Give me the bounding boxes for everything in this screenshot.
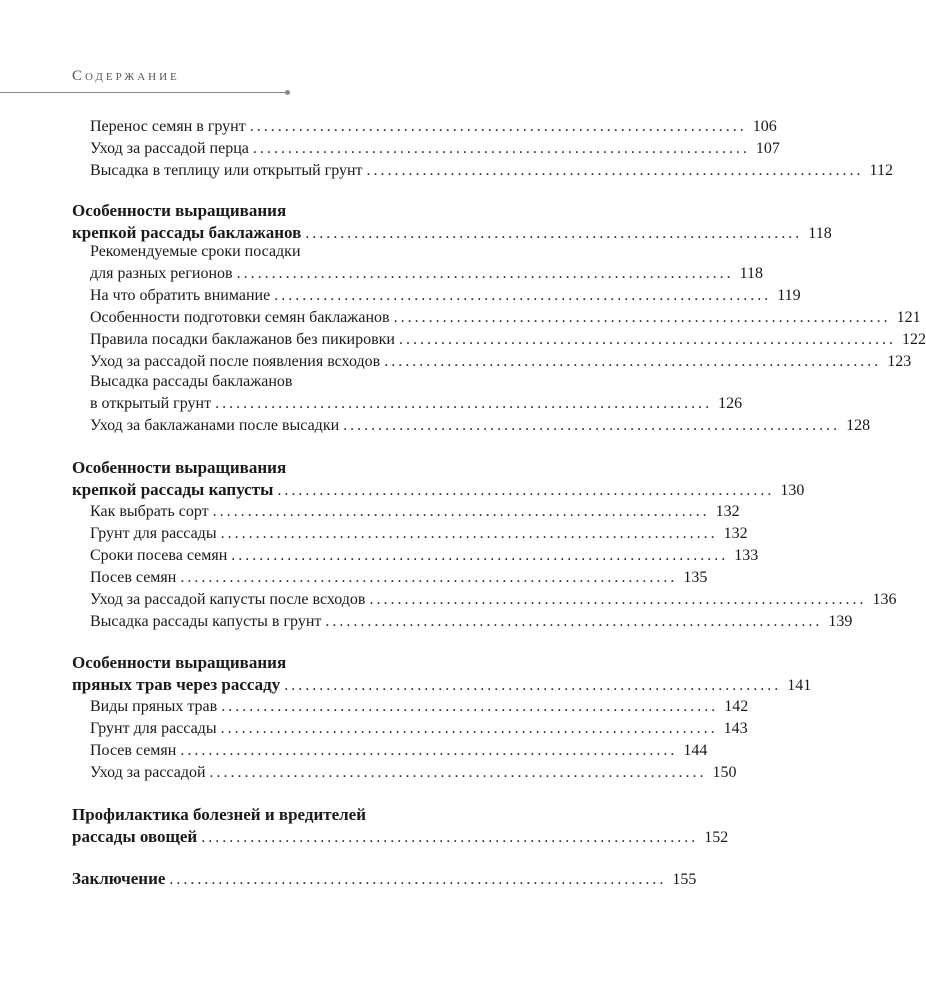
toc-entry-page: 119 xyxy=(777,287,801,304)
toc-entry-page: 118 xyxy=(739,265,763,282)
dot-leader: ....................................................................... xyxy=(212,503,710,520)
header-rule xyxy=(0,92,287,93)
toc-section xyxy=(72,674,812,696)
dot-leader: ....................................................................... xyxy=(249,118,747,135)
toc-entry-page: 107 xyxy=(755,140,780,157)
toc-entry-page: 106 xyxy=(752,118,777,135)
toc-section-page: 130 xyxy=(780,482,805,499)
toc-section-title-line1: Особенности выращивания xyxy=(72,653,287,672)
toc-entry-title: Сроки посева семян xyxy=(90,547,228,564)
toc-entry xyxy=(90,351,912,373)
running-head-title: Содержание xyxy=(72,68,180,84)
dot-leader: ....................................................................... xyxy=(220,525,718,542)
toc-entry xyxy=(90,415,871,437)
toc-entry xyxy=(90,611,853,633)
toc-entry-page: 128 xyxy=(846,417,871,434)
toc-section xyxy=(72,868,697,890)
toc-entry-title: Виды пряных трав xyxy=(90,698,218,715)
toc-entry-title: Грунт для рассады xyxy=(90,720,217,737)
dot-leader: ....................................................................... xyxy=(231,547,729,564)
toc-section-page: 118 xyxy=(808,225,832,242)
toc-entry-page: 139 xyxy=(828,613,853,630)
toc-entry-page: 121 xyxy=(896,309,921,326)
dot-leader: ....................................................................... xyxy=(277,482,775,499)
toc-entry xyxy=(90,762,737,784)
toc-section-title: Заключение xyxy=(72,869,166,888)
toc-entry-title: Уход за баклажанами после высадки xyxy=(90,417,340,434)
toc-entry xyxy=(90,523,748,545)
toc-entry-page: 112 xyxy=(869,162,893,179)
toc-entry-page: 122 xyxy=(901,331,926,348)
toc-entry-page: 143 xyxy=(723,720,748,737)
dot-leader: ....................................................................... xyxy=(384,353,882,370)
toc-entry-page: 142 xyxy=(724,698,749,715)
dot-leader: ....................................................................... xyxy=(305,225,803,242)
toc-section-title-line2: пряных трав через рассаду xyxy=(72,675,281,694)
toc-entry xyxy=(90,263,763,285)
toc-entry-title: Перенос семян в грунт xyxy=(90,118,246,135)
toc-entry-page: 150 xyxy=(712,764,737,781)
toc-entry-title: Грунт для рассады xyxy=(90,525,217,542)
toc-entry-title: Посев семян xyxy=(90,569,177,586)
toc-entry-page: 126 xyxy=(718,395,743,412)
toc-entry-page: 132 xyxy=(715,503,740,520)
toc-entry xyxy=(90,567,708,589)
dot-leader: ....................................................................... xyxy=(215,395,713,412)
dot-leader: ....................................................................... xyxy=(236,265,734,282)
dot-leader: ....................................................................... xyxy=(221,698,719,715)
toc-entry-title: Уход за рассадой после появления всходов xyxy=(90,353,381,370)
toc-entry-title: Правила посадки баклажанов без пикировки xyxy=(90,331,395,348)
dot-leader: ....................................................................... xyxy=(169,871,667,888)
toc-section-page: 141 xyxy=(787,677,812,694)
toc-entry-title: Как выбрать сорт xyxy=(90,503,209,520)
toc-section-title-line2: крепкой рассады баклажанов xyxy=(72,223,302,242)
dot-leader: ....................................................................... xyxy=(325,613,823,630)
toc-entry xyxy=(90,116,777,138)
toc-section-title-line2: крепкой рассады капусты xyxy=(72,480,274,499)
dot-leader: ....................................................................... xyxy=(366,162,864,179)
dot-leader: ....................................................................... xyxy=(274,287,772,304)
toc-entry-title: Посев семян xyxy=(90,742,177,759)
toc-entry-page: 136 xyxy=(872,591,897,608)
dot-leader: ....................................................................... xyxy=(220,720,718,737)
toc-entry xyxy=(90,545,759,567)
dot-leader: ....................................................................... xyxy=(201,829,699,846)
toc-section-title-line1: Особенности выращивания xyxy=(72,458,287,477)
toc-entry-title: Высадка рассады капусты в грунт xyxy=(90,613,322,630)
toc-entry-title: Уход за рассадой перца xyxy=(90,140,249,157)
toc-entry-title-line2: в открытый грунт xyxy=(90,395,212,412)
toc-entry xyxy=(90,501,740,523)
toc-section-title-line1: Особенности выращивания xyxy=(72,201,287,220)
dot-leader: ....................................................................... xyxy=(284,677,782,694)
toc-entry xyxy=(90,329,926,351)
toc-entry-title: Особенности подготовки семян баклажанов xyxy=(90,309,390,326)
toc-entry-page: 132 xyxy=(723,525,748,542)
toc-entry-title: Высадка в теплицу или открытый грунт xyxy=(90,162,363,179)
toc-entry-title: На что обратить внимание xyxy=(90,287,271,304)
toc-entry-title: Уход за рассадой xyxy=(90,764,206,781)
toc-entry xyxy=(90,307,921,329)
toc-entry-page: 135 xyxy=(683,569,708,586)
header-rule-dot xyxy=(285,90,290,95)
toc-entry xyxy=(90,393,743,415)
toc-entry-title-line2: для разных регионов xyxy=(90,265,233,282)
toc-entry xyxy=(90,138,780,160)
toc-entry-page: 123 xyxy=(887,353,912,370)
dot-leader: ....................................................................... xyxy=(180,742,678,759)
toc-entry-title: Уход за рассадой капусты после всходов xyxy=(90,591,366,608)
toc-entry xyxy=(90,160,893,182)
toc-entry xyxy=(90,589,897,611)
dot-leader: ....................................................................... xyxy=(393,309,891,326)
dot-leader: ....................................................................... xyxy=(343,417,841,434)
dot-leader: ....................................................................... xyxy=(252,140,750,157)
dot-leader: ....................................................................... xyxy=(180,569,678,586)
dot-leader: ....................................................................... xyxy=(369,591,867,608)
toc-entry xyxy=(90,718,748,740)
toc-section-title-line2: рассады овощей xyxy=(72,827,198,846)
toc-section-page: 152 xyxy=(704,829,729,846)
dot-leader: ....................................................................... xyxy=(398,331,896,348)
toc-section-title-line1: Профилактика болезней и вредителей xyxy=(72,805,367,824)
toc-section xyxy=(72,826,729,848)
toc-entry-page: 133 xyxy=(734,547,759,564)
toc-entry xyxy=(90,285,801,307)
toc-entry-page: 144 xyxy=(683,742,708,759)
toc-entry xyxy=(90,696,749,718)
toc-section xyxy=(72,479,805,501)
dot-leader: ....................................................................... xyxy=(209,764,707,781)
toc-entry-title-line1: Рекомендуемые сроки посадки xyxy=(90,243,301,260)
toc-entry xyxy=(90,740,708,762)
toc-section-page: 155 xyxy=(672,871,697,888)
toc-entry-title-line1: Высадка рассады баклажанов xyxy=(90,373,293,390)
